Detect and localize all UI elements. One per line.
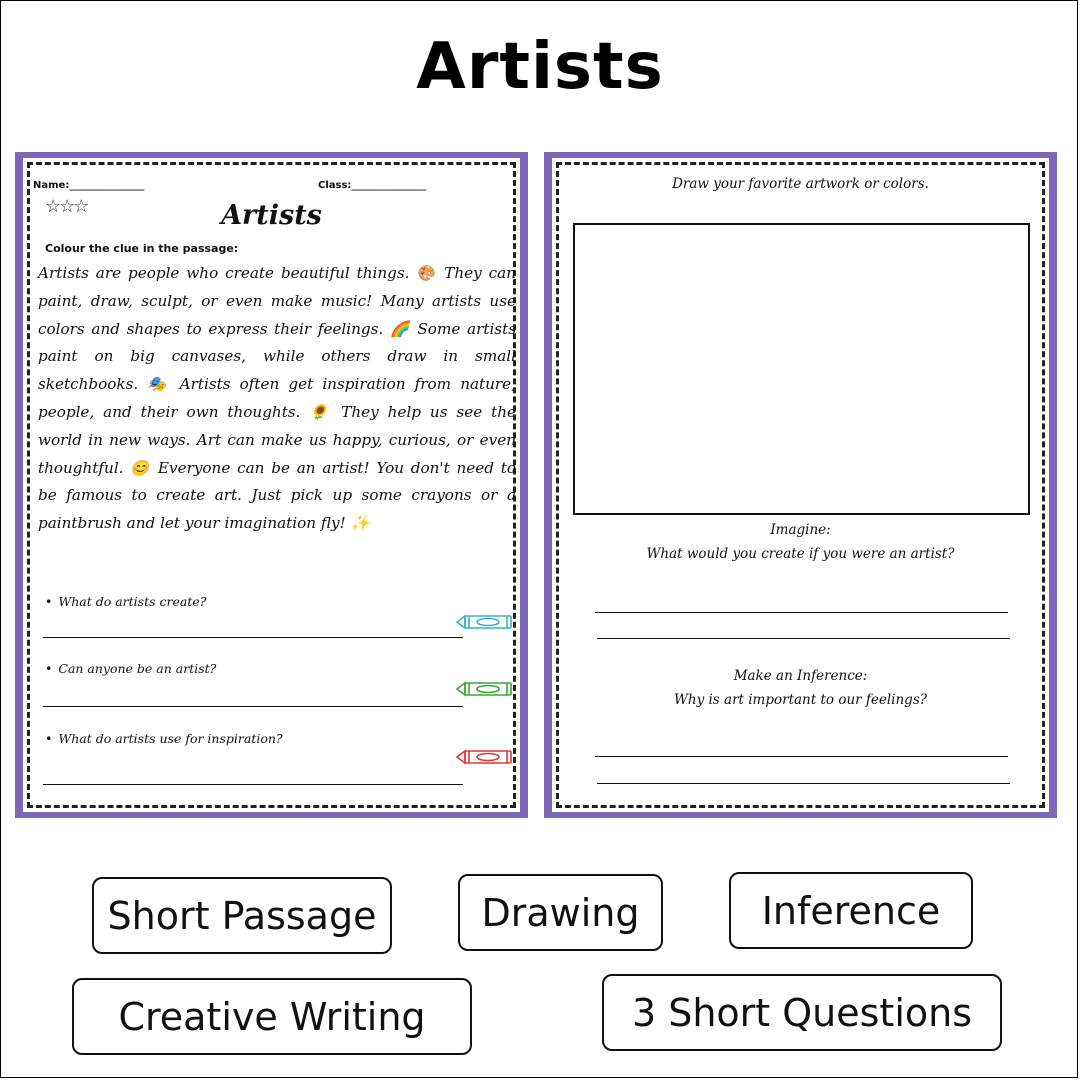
question-2-text: Can anyone be an artist?: [58, 661, 217, 676]
imagine-question: What would you create if you were an artist?: [646, 546, 955, 562]
crayon-icon: [455, 748, 515, 766]
question-1: • What do artists create?: [45, 594, 207, 609]
crayon-2-shape: [457, 683, 511, 695]
question-2: • Can anyone be an artist?: [45, 661, 217, 676]
tag-inference: Inference: [729, 872, 973, 949]
inference-answer-line-1[interactable]: [595, 756, 1008, 757]
page-title: Artists: [416, 30, 664, 104]
inference-question: Why is art important to our feelings?: [674, 692, 927, 708]
crayon-icon: [455, 680, 515, 698]
inference-label: Make an Inference:: [733, 668, 868, 684]
class-field: Class:_______________: [318, 180, 427, 191]
inference-answer-line-2[interactable]: [597, 783, 1010, 784]
question-1-text: What do artists create?: [58, 594, 207, 609]
page-inner: [23, 158, 520, 812]
answer-line-2[interactable]: [43, 706, 463, 707]
question-3: • What do artists use for inspiration?: [45, 731, 283, 746]
imagine-label: Imagine:: [770, 522, 831, 538]
worksheet-title: Artists: [221, 200, 322, 231]
instruction-text: Colour the clue in the passage:: [45, 242, 239, 255]
answer-line-3[interactable]: [43, 784, 463, 785]
tag-creative-writing: Creative Writing: [72, 978, 472, 1055]
tag-drawing: Drawing: [458, 874, 663, 951]
page-inner: [552, 158, 1049, 812]
rating-stars-icon: ☆☆☆: [45, 196, 88, 217]
draw-prompt: Draw your favorite artwork or colors.: [672, 176, 929, 192]
tag-short-passage: Short Passage: [92, 877, 392, 954]
drawing-area[interactable]: [573, 223, 1030, 515]
answer-line-1[interactable]: [43, 637, 463, 638]
reading-passage: Artists are people who create beautiful things. 🎨 They can paint, draw, sculpt, or even make music! Many artists use colors and shapes to express their feelings. 🌈 Some artists paint on big canvases, while others draw in small sketchbooks. 🎭 Artists often get inspiration from nature, people, and their own thoughts. 🌻 They help us see the world in new ways. Art can make us happy, curious, or even thoughtful. 😊 Everyone can be an artist! You don't need to be famous to create art. Just pick up some crayons or a paintbrush and let your imagination fly! ✨: [38, 264, 516, 533]
question-3-text: What do artists use for inspiration?: [58, 731, 283, 746]
crayon-1-shape: [457, 616, 511, 628]
crayon-icon: [455, 613, 515, 631]
worksheet-page-drawing: [544, 152, 1057, 818]
imagine-answer-line-1[interactable]: [595, 612, 1008, 613]
worksheet-page-passage: [15, 152, 528, 818]
imagine-answer-line-2[interactable]: [597, 638, 1010, 639]
tag-3-short-questions: 3 Short Questions: [602, 974, 1002, 1051]
name-field: Name:_______________: [33, 180, 145, 191]
crayon-3-shape: [457, 751, 511, 763]
